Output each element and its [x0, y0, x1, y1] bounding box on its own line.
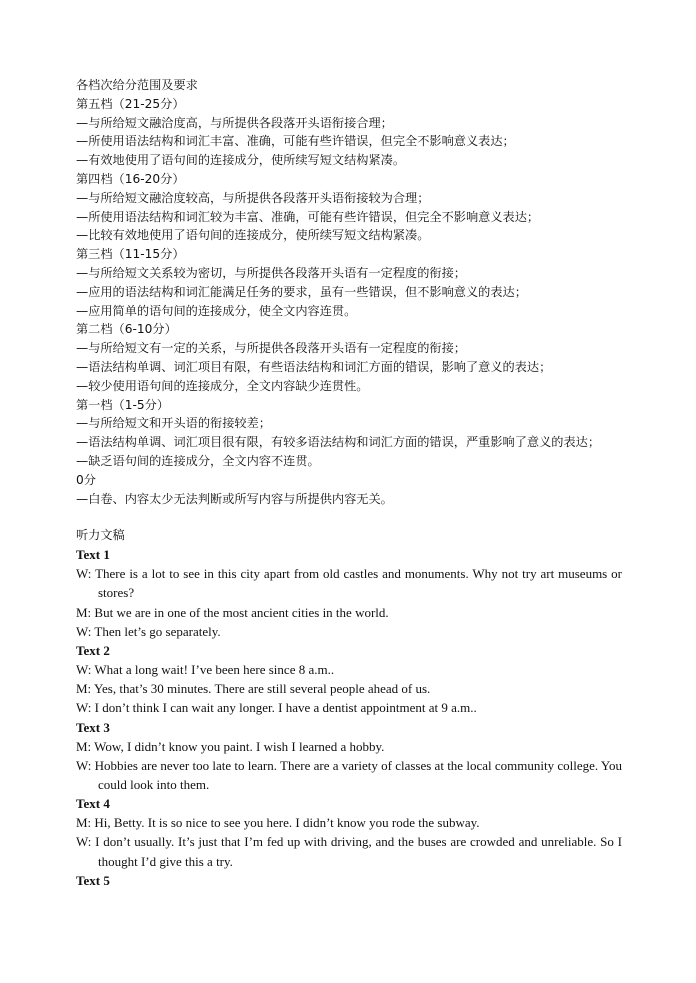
text-heading: Text 4: [76, 796, 110, 812]
text-heading: Text 3: [76, 719, 110, 735]
document-page: [76, 76, 622, 890]
band-label: 第二档（6-10分）: [76, 322, 177, 337]
band-item: —与所给短文有一定的关系，与所提供各段落开头语有一定程度的衔接；: [76, 341, 466, 356]
band-item: —与所给短文和开头语的衔接较差；: [76, 416, 271, 431]
dialogue-line: W: Then let’s go separately.: [76, 623, 221, 639]
band-item: —所使用语法结构和词汇丰富、准确，可能有些许错误，但完全不影响意义表达；: [76, 134, 515, 149]
dialogue-line: M: Hi, Betty. It is so nice to see you here. I didn’t know you rode the subway.: [76, 815, 480, 831]
band-item: —语法结构单调、词汇项目有限，有些语法结构和词汇方面的错误，影响了意义的表达；: [76, 359, 552, 374]
band-item: —白卷、内容太少无法判断或所写内容与所提供内容无关。: [76, 491, 393, 506]
section-gap: [76, 508, 622, 526]
band-item: —语法结构单调、词汇项目很有限，有较多语法结构和词汇方面的错误，严重影响了意义的表达；: [76, 435, 601, 450]
band-item: —缺乏语句间的连接成分，全文内容不连贯。: [76, 453, 320, 468]
band-item: —与所给短文融洽度较高，与所提供各段落开头语衔接较为合理；: [76, 190, 430, 205]
scoring-title: 各档次给分范围及要求: [76, 78, 198, 92]
band-item: —与所给短文融洽度高，与所提供各段落开头语衔接合理；: [76, 115, 393, 130]
dialogue-line: W: What a long wait! I’ve been here since 8 a.m..: [76, 661, 335, 677]
band-label: 第一档（1-5分）: [76, 397, 170, 412]
band-item: —应用简单的语句间的连接成分，使全文内容连贯。: [76, 303, 357, 318]
band-item: —比较有效地使用了语句间的连接成分，使所续写短文结构紧凑。: [76, 228, 430, 243]
band-item: —与所给短文关系较为密切，与所提供各段落开头语有一定程度的衔接；: [76, 265, 466, 280]
band-label: 第四档（16-20分）: [76, 171, 185, 186]
dialogue-line: W: There is a lot to see in this city apart from old castles and monuments. Why not try art museums or stores?: [76, 566, 622, 601]
dialogue-line: W: Hobbies are never too late to learn. There are a variety of classes at the local community college. You could look into them.: [76, 757, 622, 792]
listening-title: 听力文稿: [76, 528, 125, 543]
text-heading: Text 1: [76, 547, 110, 563]
dialogue-line: M: Yes, that’s 30 minutes. There are still several people ahead of us.: [76, 681, 431, 697]
band-label: 0分: [76, 472, 96, 487]
band-item: —有效地使用了语句间的连接成分，使所续写短文结构紧凑。: [76, 153, 406, 168]
band-label: 第三档（11-15分）: [76, 247, 185, 262]
dialogue-line: W: I don’t usually. It’s just that I’m fed up with driving, and the buses are crowded and unreliable. So I thought I’d give this a try.: [76, 834, 622, 869]
band-item: —较少使用语句间的连接成分，全文内容缺少连贯性。: [76, 378, 369, 393]
dialogue-line: M: But we are in one of the most ancient cities in the world.: [76, 604, 389, 620]
band-item: —应用的语法结构和词汇能满足任务的要求，虽有一些错误，但不影响意义的表达；: [76, 284, 527, 299]
text-heading: Text 5: [76, 872, 110, 888]
dialogue-line: M: Wow, I didn’t know you paint. I wish I learned a hobby.: [76, 738, 385, 754]
text-heading: Text 2: [76, 642, 110, 658]
band-item: —所使用语法结构和词汇较为丰富、准确，可能有些许错误，但完全不影响意义表达；: [76, 209, 540, 224]
dialogue-line: W: I don’t think I can wait any longer. I have a dentist appointment at 9 a.m..: [76, 700, 477, 716]
band-label: 第五档（21-25分）: [76, 96, 185, 111]
